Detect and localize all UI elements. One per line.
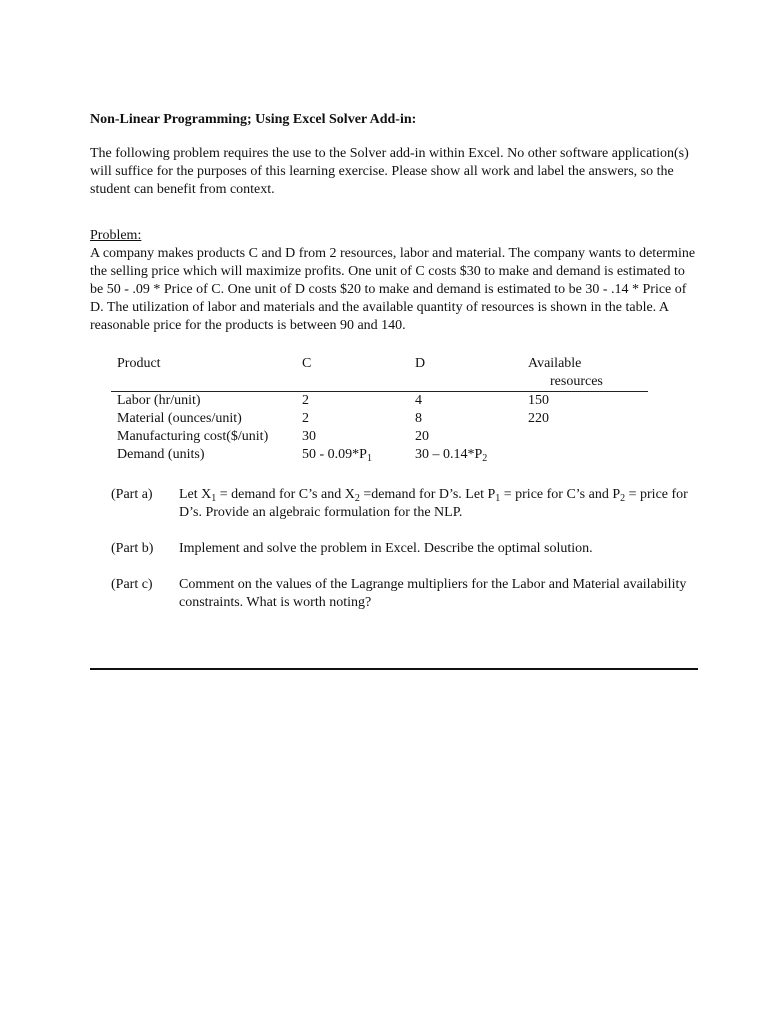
part-c: [90, 576, 700, 612]
row-c: 30: [302, 429, 316, 444]
row-c-demand: [302, 446, 372, 464]
intro-paragraph: The following problem requires the use to the Solver add-in within Excel. No other software application(s) will suffice for the purposes of this learning exercise. Please show all work and label the answers, so the student can benefit from context.: [90, 146, 689, 197]
row-available: 150: [528, 393, 549, 408]
part-a-text: [179, 486, 701, 522]
part-a-text-1: Let X: [179, 487, 212, 502]
part-b: [90, 540, 700, 558]
row-c: 2: [302, 411, 309, 426]
part-a-text-3: =demand for D’s. Let P: [359, 487, 496, 502]
part-a-label: (Part a): [111, 487, 153, 502]
part-c-label: (Part c): [111, 577, 153, 592]
header-available: Available: [528, 356, 582, 371]
row-available: 220: [528, 411, 549, 426]
demand-c-formula: 50 - 0.09*P: [302, 447, 367, 462]
header-d: D: [415, 356, 426, 371]
header-c: C: [302, 356, 312, 371]
table-header-row-2: [111, 373, 648, 391]
part-a-sub-1: 1: [211, 493, 217, 504]
part-b-label: (Part b): [111, 541, 154, 556]
part-a-sub-3: 1: [495, 493, 501, 504]
problem-heading: Problem:: [90, 228, 142, 243]
part-b-text: Implement and solve the problem in Excel. Describe the optimal solution.: [179, 541, 593, 556]
demand-d-subscript: 2: [482, 453, 488, 464]
table-row: [111, 446, 648, 464]
table-header-row: [111, 355, 648, 373]
part-a-sub-2: 2: [354, 493, 360, 504]
resource-table: [111, 355, 648, 464]
document-title: Non-Linear Programming; Using Excel Solver Add-in:: [90, 112, 417, 127]
part-a: [90, 486, 700, 522]
row-d: 20: [415, 429, 429, 444]
row-d: 4: [415, 393, 422, 408]
question-parts: [90, 486, 700, 612]
part-a-text-5: = price for D’s. Provide an algebraic formulation for the NLP.: [179, 487, 688, 520]
header-resources: resources: [550, 374, 603, 389]
row-c: 2: [302, 393, 309, 408]
row-product: Demand (units): [117, 447, 205, 462]
row-d: 8: [415, 411, 422, 426]
table-row: [111, 392, 648, 410]
row-product: Labor (hr/unit): [117, 393, 201, 408]
bottom-divider: [90, 668, 698, 670]
part-a-text-4: = price for C’s and P: [500, 487, 621, 502]
part-a-sub-4: 2: [620, 493, 626, 504]
row-product: Manufacturing cost($/unit): [117, 429, 269, 444]
row-product: Material (ounces/unit): [117, 411, 242, 426]
part-c-text: Comment on the values of the Lagrange multipliers for the Labor and Material availability constraints. What is worth noting?: [179, 577, 687, 610]
demand-c-subscript: 1: [366, 453, 372, 464]
row-d-demand: [415, 446, 487, 464]
table-row: [111, 410, 648, 428]
part-a-text-2: = demand for C’s and X: [216, 487, 355, 502]
demand-d-formula: 30 – 0.14*P: [415, 447, 483, 462]
document-body: [90, 111, 700, 630]
problem-paragraph: A company makes products C and D from 2 resources, labor and material. The company wants to determine the selling price which will maximize profits. One unit of C costs $30 to make and demand is estimated to be 50 - .09 * Price of C. One unit of D costs $20 to make and demand is estimated to be 30 - .14 * Price of D. The utilization of labor and materials and the available quantity of resources is shown in the table. A reasonable price for the products is between 90 and 140.: [90, 246, 696, 333]
table-row: [111, 428, 648, 446]
header-product: Product: [117, 356, 161, 371]
